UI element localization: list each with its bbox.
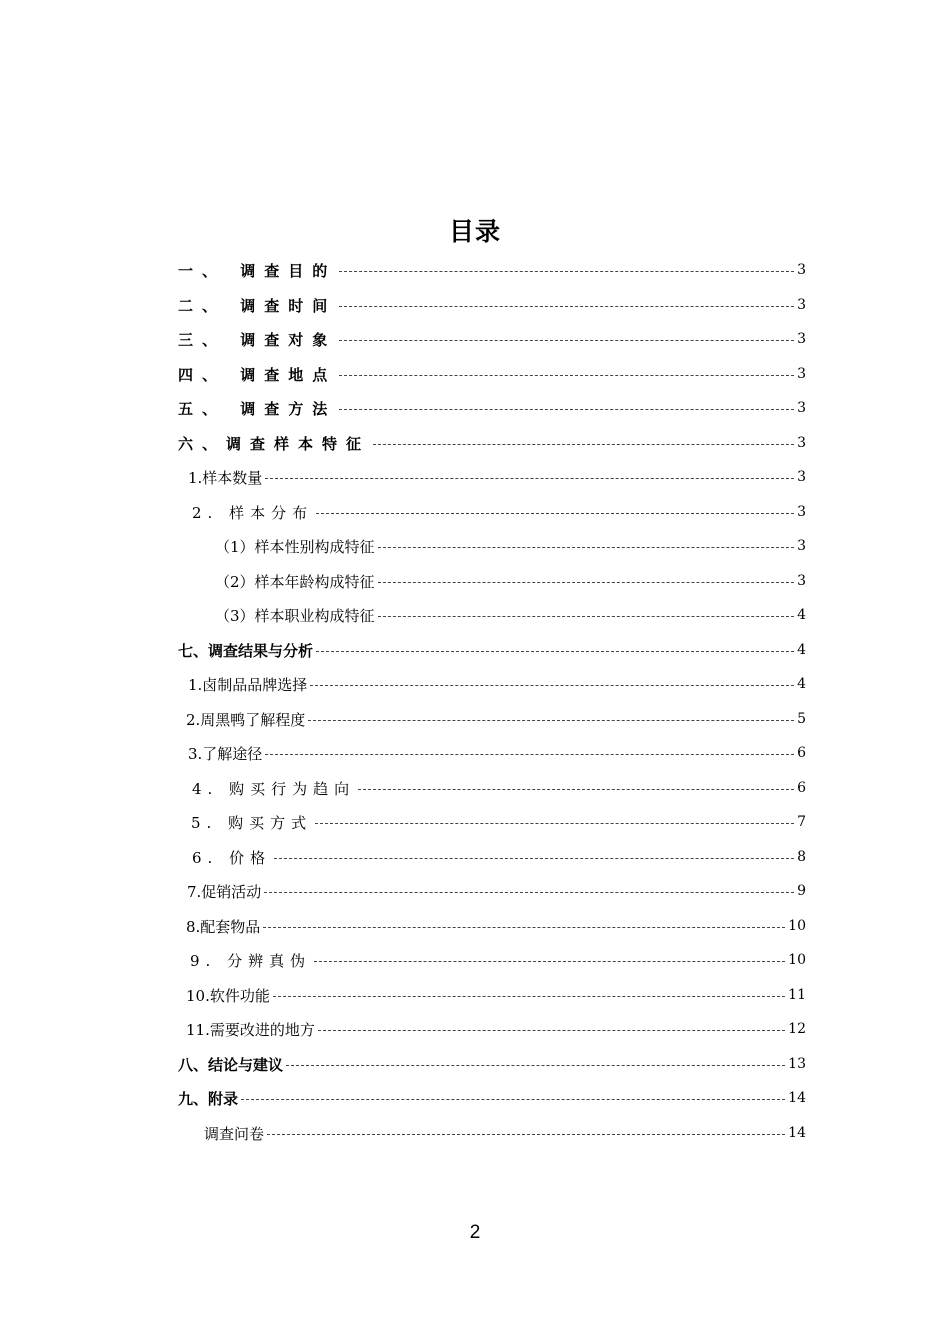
- toc-leader: [339, 409, 794, 410]
- toc-entry-label: （2）样本年龄构成特征: [215, 572, 375, 591]
- toc-entry-page: 12: [788, 1021, 806, 1037]
- toc-entry-page: 3: [797, 366, 806, 382]
- toc-entry-label: 六、调查样本特征: [178, 434, 371, 453]
- toc-leader: [339, 306, 794, 307]
- toc-entry-page: 3: [797, 538, 806, 554]
- toc-entry[interactable]: [188, 460, 806, 494]
- toc-entry-page: 3: [797, 400, 806, 416]
- toc-entry-label: 9. 分辨真伪: [190, 951, 312, 970]
- toc-entry-page: 9: [797, 883, 806, 899]
- toc-entry-page: 3: [797, 504, 806, 520]
- toc-entry-label: 五、 调查方法: [178, 399, 337, 418]
- toc-entry-label: 九、附录: [178, 1089, 239, 1108]
- toc-leader: [267, 1134, 785, 1135]
- toc-entry[interactable]: [178, 253, 806, 287]
- toc-entry-page: 14: [788, 1125, 806, 1141]
- toc-entry[interactable]: [215, 564, 806, 598]
- toc-entry-label: 2.周黑鸭了解程度: [186, 710, 306, 729]
- toc-entry[interactable]: [186, 909, 806, 943]
- toc-entry-page: 7: [797, 814, 806, 830]
- toc-entry-page: 3: [797, 297, 806, 313]
- toc-leader: [373, 444, 794, 445]
- toc-entry-page: 11: [788, 987, 806, 1003]
- toc-entry-page: 13: [788, 1056, 806, 1072]
- toc-leader: [274, 858, 794, 859]
- toc-entry-page: 4: [797, 642, 806, 658]
- toc-entry[interactable]: [188, 667, 806, 701]
- toc-leader: [286, 1065, 785, 1066]
- toc-entry[interactable]: [215, 529, 806, 563]
- toc-entry-page: 10: [788, 918, 806, 934]
- toc-entry-label: （1）样本性别构成特征: [215, 537, 375, 556]
- toc-entry-label: 11.需要改进的地方: [186, 1020, 315, 1039]
- toc-entry-page: 4: [797, 676, 806, 692]
- toc-leader: [339, 375, 794, 376]
- toc-entry-page: 5: [797, 711, 806, 727]
- toc-leader: [273, 996, 785, 997]
- toc-entry[interactable]: [186, 1012, 806, 1046]
- toc-entry-label: （3）样本职业构成特征: [215, 606, 375, 625]
- toc-entry-label: 三、 调查对象: [178, 330, 337, 349]
- toc-entry-page: 3: [797, 435, 806, 451]
- toc-entry[interactable]: [178, 1047, 806, 1081]
- toc-entry-page: 3: [797, 262, 806, 278]
- toc-leader: [318, 1030, 785, 1031]
- toc-entry[interactable]: [186, 702, 806, 736]
- toc-entry[interactable]: [192, 495, 806, 529]
- toc-entry-page: 6: [797, 745, 806, 761]
- toc-entry[interactable]: [178, 426, 806, 460]
- toc-entry-label: 6. 价格: [192, 848, 272, 867]
- toc-entry-page: 6: [797, 780, 806, 796]
- toc-entry[interactable]: [215, 598, 806, 632]
- toc-entry[interactable]: [178, 1081, 806, 1115]
- toc-leader: [378, 582, 795, 583]
- toc-leader: [308, 720, 794, 721]
- toc-leader: [265, 478, 794, 479]
- toc-entry[interactable]: [188, 736, 806, 770]
- toc-entry-page: 3: [797, 573, 806, 589]
- toc-leader: [315, 823, 794, 824]
- toc-entry-label: 3.了解途径: [188, 744, 263, 763]
- toc-entry-label: 二、 调查时间: [178, 296, 337, 315]
- toc-entry-page: 3: [797, 331, 806, 347]
- toc-leader: [264, 892, 794, 893]
- toc-entry-label: 一、 调查目的: [178, 261, 337, 280]
- toc-entry-label: 10.软件功能: [186, 986, 270, 1005]
- toc-leader: [314, 961, 785, 962]
- toc-entry-page: 14: [788, 1090, 806, 1106]
- page-title: 目录: [448, 217, 501, 246]
- toc-entry[interactable]: [186, 978, 806, 1012]
- toc-entry-label: 8.配套物品: [186, 917, 261, 936]
- toc-entry-label: 5. 购买方式: [191, 813, 313, 832]
- toc-entry-page: 3: [797, 469, 806, 485]
- toc-entry-label: 7.促销活动: [187, 882, 262, 901]
- toc-leader: [339, 271, 794, 272]
- toc-entry[interactable]: [178, 357, 806, 391]
- page-number: 2: [469, 1222, 481, 1243]
- toc-leader: [316, 651, 794, 652]
- toc-leader: [339, 340, 794, 341]
- toc-entry[interactable]: [187, 874, 806, 908]
- toc-leader: [358, 789, 794, 790]
- toc-entry[interactable]: [192, 840, 806, 874]
- toc-leader: [263, 927, 785, 928]
- toc-entry-page: 10: [788, 952, 806, 968]
- toc-entry-page: 8: [797, 849, 806, 865]
- toc-entry-label: 调查问卷: [204, 1124, 265, 1143]
- toc-leader: [241, 1099, 785, 1100]
- toc-leader: [378, 547, 795, 548]
- toc-entry[interactable]: [178, 322, 806, 356]
- toc-entry[interactable]: [191, 805, 806, 839]
- toc-entry[interactable]: [190, 943, 806, 977]
- toc-entry-label: 四、 调查地点: [178, 365, 337, 384]
- toc-leader: [378, 616, 795, 617]
- toc-entry-label: 八、结论与建议: [178, 1055, 284, 1074]
- toc-entry[interactable]: [178, 288, 806, 322]
- toc-entry[interactable]: [178, 391, 806, 425]
- toc-entry[interactable]: [178, 633, 806, 667]
- toc-entry-label: 4. 购买行为趋向: [192, 779, 356, 798]
- toc-leader: [316, 513, 794, 514]
- toc-entry-label: 1.样本数量: [188, 468, 263, 487]
- toc-entry-label: 1.卤制品品牌选择: [188, 675, 308, 694]
- toc-leader: [310, 685, 794, 686]
- toc-entry-label: 2. 样本分布: [192, 503, 314, 522]
- toc-entry[interactable]: [192, 771, 806, 805]
- toc-entry[interactable]: [204, 1116, 806, 1150]
- toc-leader: [265, 754, 794, 755]
- toc-entry-page: 4: [797, 607, 806, 623]
- toc-entry-label: 七、调查结果与分析: [178, 641, 314, 660]
